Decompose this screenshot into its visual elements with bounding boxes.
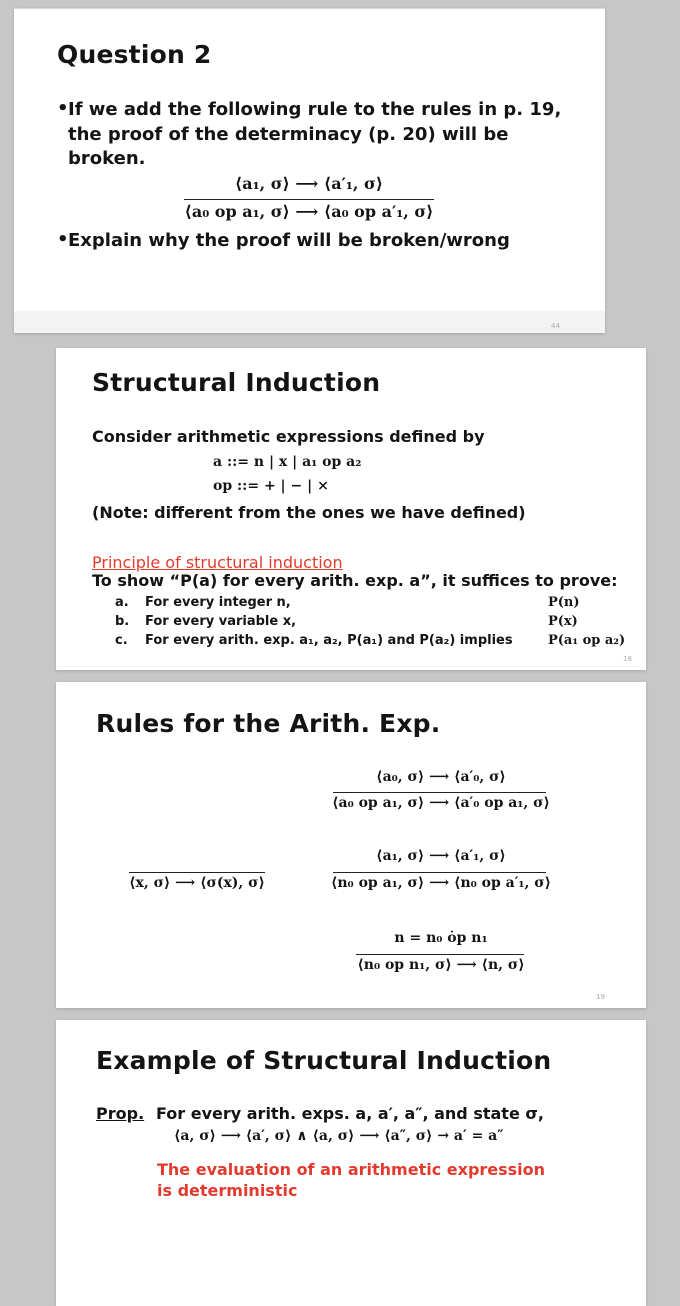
prop-formula: ⟨a, σ⟩ ⟶ ⟨a′, σ⟩ ∧ ⟨a, σ⟩ ⟶ ⟨a″, σ⟩ → a′ = a″ — [174, 1128, 504, 1144]
to-show-text: To show “P(a) for every arith. exp. a”, it suffices to prove: — [92, 571, 618, 590]
bullet-dot-icon: • — [57, 98, 69, 119]
inference-line — [356, 954, 524, 955]
list-item-text: For every arith. exp. a₁, a₂, P(a₁) and P(a₂) implies — [145, 633, 513, 648]
slide-title: Structural Induction — [92, 368, 381, 397]
list-item-letter: a. — [115, 595, 129, 610]
slide-title: Rules for the Arith. Exp. — [96, 709, 441, 738]
bullet-text-line: the proof of the determinacy (p. 20) will be — [68, 124, 509, 145]
determinism-note: The evaluation of an arithmetic expression — [157, 1160, 546, 1179]
rule-conclusion: ⟨a₀ op a₁, σ⟩ ⟶ ⟨a₀ op a′₁, σ⟩ — [184, 202, 434, 221]
inference-line — [129, 872, 265, 873]
list-item-letter: b. — [115, 614, 130, 629]
rule3-premise: n = n₀ ȯp n₁ — [394, 930, 488, 946]
page-number: 19 — [596, 993, 605, 1001]
list-item-conclusion: P(n) — [548, 595, 580, 610]
inference-line — [333, 792, 546, 793]
bullet-text-line: Explain why the proof will be broken/wrong — [68, 230, 510, 251]
rule-var-conclusion: ⟨x, σ⟩ ⟶ ⟨σ(x), σ⟩ — [129, 875, 265, 891]
prop-text: For every arith. exps. a, a′, a″, and state σ, — [156, 1104, 544, 1123]
slide-question-2 — [14, 8, 605, 333]
list-item-conclusion: P(a₁ op a₂) — [548, 633, 626, 648]
rule2-conclusion: ⟨n₀ op a₁, σ⟩ ⟶ ⟨n₀ op a′₁, σ⟩ — [330, 875, 552, 891]
slide-rules-arith-exp — [56, 682, 646, 1008]
principle-heading: Principle of structural induction — [92, 553, 343, 572]
slide-title: Example of Structural Induction — [96, 1046, 552, 1075]
note-text: (Note: different from the ones we have defined) — [92, 503, 526, 522]
consider-text: Consider arithmetic expressions defined by — [92, 427, 485, 446]
page-number: 44 — [551, 322, 560, 330]
bullet-dot-icon: • — [57, 229, 69, 250]
list-item-text: For every integer n, — [145, 595, 291, 610]
grammar-a: a ::= n | x | a₁ op a₂ — [213, 454, 362, 470]
list-item-conclusion: P(x) — [548, 614, 578, 629]
rule1-premise: ⟨a₀, σ⟩ ⟶ ⟨a′₀, σ⟩ — [376, 769, 506, 785]
list-item-text: For every variable x, — [145, 614, 297, 629]
slide-structural-induction — [56, 348, 646, 670]
inference-line — [184, 199, 434, 200]
list-item-letter: c. — [115, 633, 128, 648]
rule3-conclusion: ⟨n₀ op n₁, σ⟩ ⟶ ⟨n, σ⟩ — [357, 957, 525, 973]
bullet-text-line: broken. — [68, 148, 146, 169]
slide-footer — [14, 311, 605, 333]
determinism-note: is deterministic — [157, 1181, 298, 1200]
prop-label: Prop. — [96, 1104, 145, 1123]
rule1-conclusion: ⟨a₀ op a₁, σ⟩ ⟶ ⟨a′₀ op a₁, σ⟩ — [332, 795, 550, 811]
rule-premise: ⟨a₁, σ⟩ ⟶ ⟨a′₁, σ⟩ — [234, 174, 384, 193]
slide-example-structural-induction — [56, 1020, 646, 1306]
grammar-op: op ::= + | − | × — [213, 478, 329, 494]
slide-top-border — [14, 8, 605, 9]
bullet-text-line: If we add the following rule to the rules in p. 19, — [68, 99, 562, 120]
rule2-premise: ⟨a₁, σ⟩ ⟶ ⟨a′₁, σ⟩ — [376, 848, 506, 864]
slide-title: Question 2 — [57, 40, 212, 69]
page-number: 18 — [623, 655, 632, 663]
inference-line — [333, 872, 546, 873]
